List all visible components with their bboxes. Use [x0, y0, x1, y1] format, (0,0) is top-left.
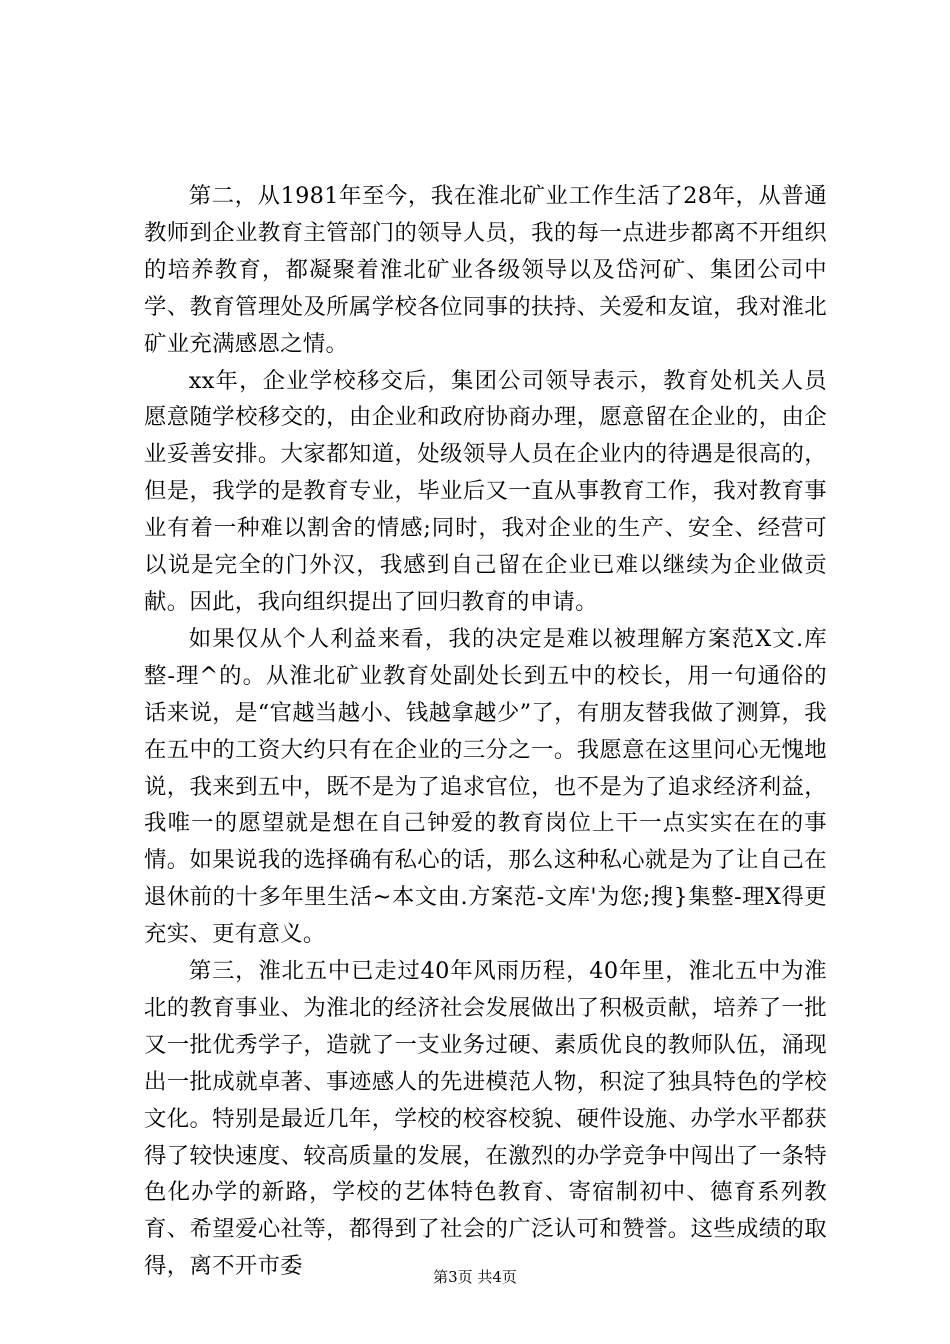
- paragraph: 第二，从1981年至今，我在淮北矿业工作生活了28年，从普通教师到企业教育主管部门的领导人员，我的每一点进步都离不开组织的培养教育，都凝聚着淮北矿业各级领导以及岱河矿、集团公司中学、教育管理处及所属学校各位同事的扶持、关爱和友谊，我对淮北矿业充满感恩之情。: [144, 183, 827, 357]
- document-body: [144, 178, 827, 1285]
- paragraph: xx年，企业学校移交后，集团公司领导表示，教育处机关人员愿意随学校移交的，由企业和政府协商办理，愿意留在企业的，由企业妥善安排。大家都知道，处级领导人员在企业内的待遇是很高的，但是，我学的是教育专业，毕业后又一直从事教育工作，我对教育事业有着一种难以割舍的情感;同时，我对企业的生产、安全、经营可以说是完全的门外汉，我感到自己留在企业已难以继续为企业做贡献。因此，我向组织提出了回归教育的申请。: [144, 367, 827, 615]
- page-footer: 第3页 共4页: [433, 1268, 517, 1286]
- paragraph: 第三，淮北五中已走过40年风雨历程，40年里，淮北五中为淮北的教育事业、为淮北的经济社会发展做出了积极贡献，培养了一批又一批优秀学子，造就了一支业务过硬、素质优良的教师队伍，涌现出一批成就卓著、事迹感人的先进模范人物，积淀了独具特色的学校文化。特别是最近几年，学校的校容校貌、硬件设施、办学水平都获得了较快速度、较高质量的发展，在激烈的办学竞争中闯出了一条特色化办学的新路，学校的艺体特色教育、寄宿制初中、德育系列教育、希望爱心社等，都得到了社会的广泛认可和赞誉。这些成绩的取得，离不开市委: [144, 958, 827, 1280]
- paragraph: 如果仅从个人利益来看，我的决定是难以被理解方案范X文.库整-理^的。从淮北矿业教育处副处长到五中的校长，用一句通俗的话来说，是“官越当越小、钱越拿越少”了，有朋友替我做了测算，我在五中的工资大约只有在企业的三分之一。我愿意在这里问心无愧地说，我来到五中，既不是为了追求官位，也不是为了追求经济利益，我唯一的愿望就是想在自己钟爱的教育岗位上干一点实实在在的事情。如果说我的选择确有私心的话，那么这种私心就是为了让自己在退休前的十多年里生活~本文由.方案范-文库'为您;搜}集整-理X得更充实、更有意义。: [144, 625, 827, 948]
